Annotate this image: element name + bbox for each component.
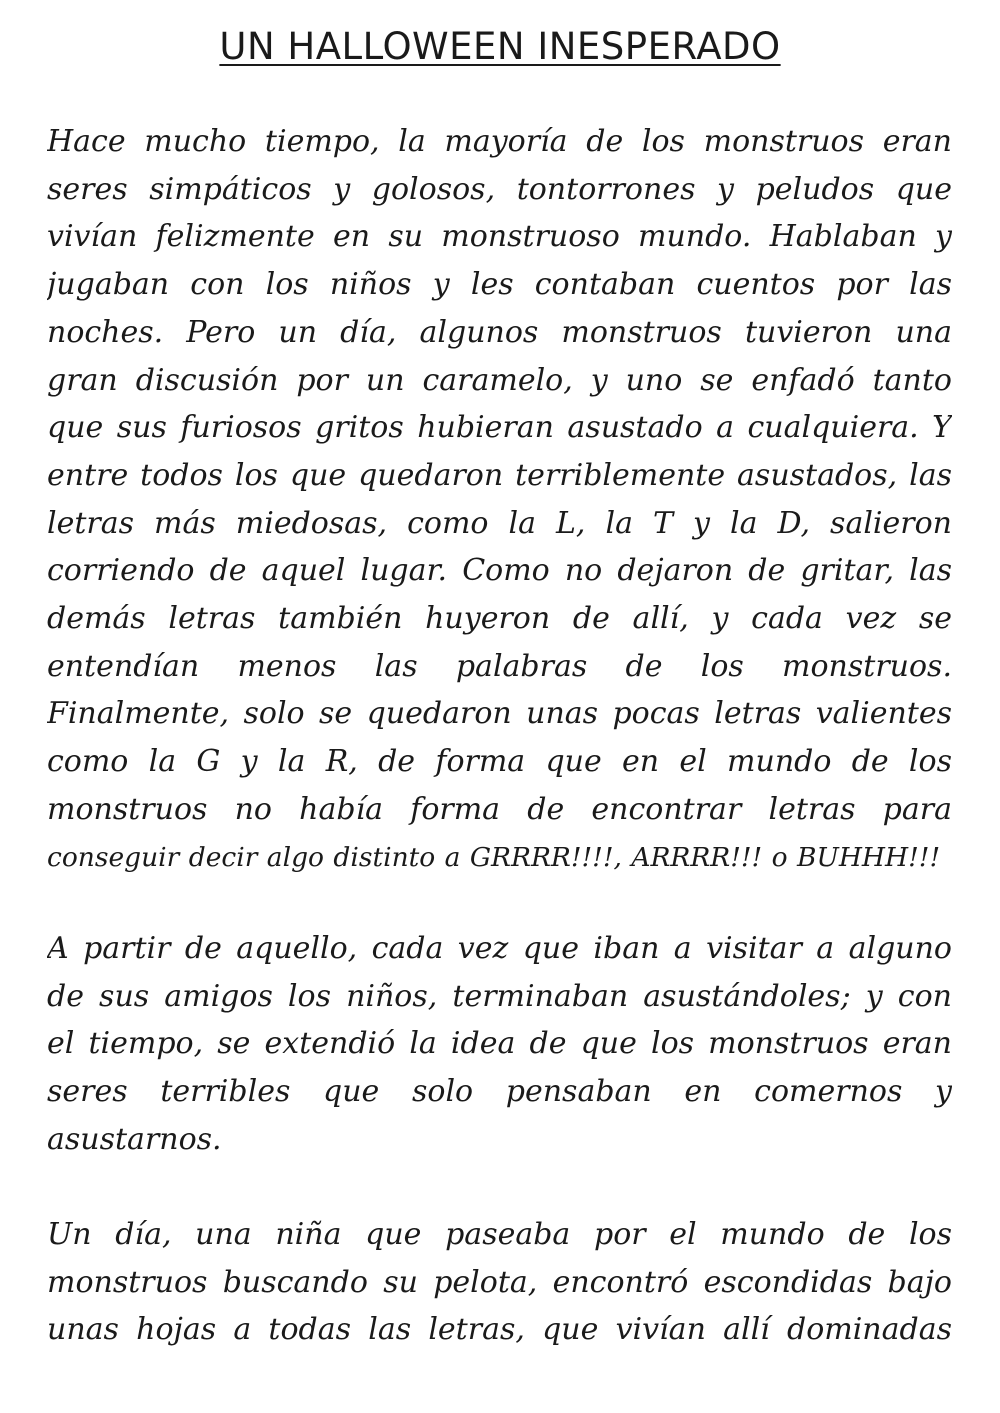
page-title: UN HALLOWEEN INESPERADO: [219, 25, 781, 68]
paragraph-1: [47, 118, 952, 881]
text-line: asustarnos.: [47, 1121, 222, 1157]
text-line: como la G y la R, de forma que en el mundo de los: [47, 744, 952, 780]
text-line: monstruos no había forma de encontrar letras para: [47, 791, 952, 827]
text-line: demás letras también huyeron de allí, y cada vez se: [47, 601, 952, 637]
text-line: Hace mucho tiempo, la mayoría de los monstruos eran: [47, 124, 952, 159]
text-line: entendían menos las palabras de los monstruos.: [47, 648, 952, 684]
text-line: Finalmente, solo se quedaron unas pocas letras valientes: [47, 696, 952, 732]
text-line: monstruos buscando su pelota, encontró escondidas bajo: [47, 1264, 952, 1300]
text-line: corriendo de aquel lugar. Como no dejaron de gritar, las: [47, 553, 952, 589]
text-line: gran discusión por un caramelo, y uno se enfadó tanto: [47, 362, 952, 398]
text-line: que sus furiosos gritos hubieran asustado a cualquiera. Y: [47, 410, 952, 446]
text-line: seres terribles que solo pensaban en comernos y: [47, 1074, 952, 1110]
text-line: el tiempo, se extendió la idea de que los monstruos eran: [47, 1026, 952, 1062]
text-line: unas hojas a todas las letras, que vivían allí dominadas: [47, 1312, 952, 1348]
text-line: jugaban con los niños y les contaban cuentos por las: [47, 267, 952, 303]
text-line: noches. Pero un día, algunos monstruos tuvieron una: [47, 314, 952, 350]
text-line: seres simpáticos y golosos, tontorrones y peludos que: [47, 171, 952, 207]
text-line: A partir de aquello, cada vez que iban a visitar a alguno: [47, 931, 952, 966]
text-line: conseguir decir algo distinto a GRRRR!!!!, ARRRR!!! o BUHHH!!!: [47, 841, 941, 873]
text-line: Un día, una niña que paseaba por el mundo de los: [47, 1217, 952, 1252]
text-line: de sus amigos los niños, terminaban asustándoles; y con: [47, 978, 952, 1014]
text-line: vivían felizmente en su monstruoso mundo. Hablaban y: [47, 219, 952, 255]
text-line: entre todos los que quedaron terriblemente asustados, las: [47, 457, 952, 493]
paragraph-2: [47, 925, 952, 1164]
paragraph-3: [47, 1211, 952, 1354]
text-line: letras más miedosas, como la L, la T y la D, salieron: [47, 505, 952, 541]
